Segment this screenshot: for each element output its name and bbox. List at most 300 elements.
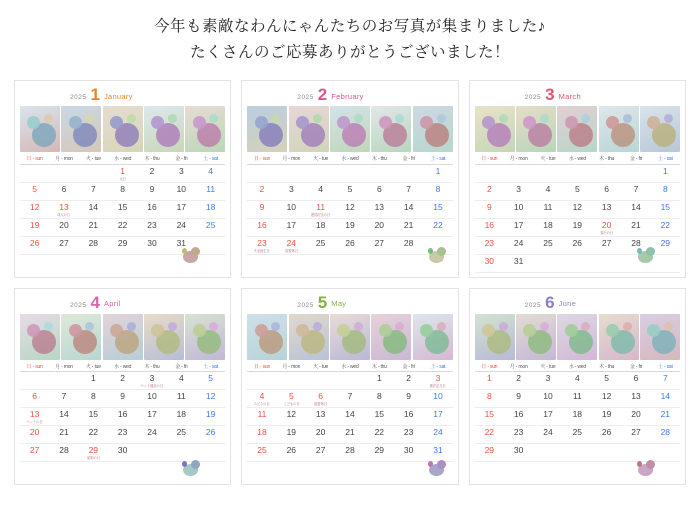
day-cell[interactable] bbox=[196, 183, 225, 201]
day-number: 10 bbox=[513, 201, 524, 212]
weekday-label: 火 - tue bbox=[313, 363, 329, 370]
day-cell-empty bbox=[533, 255, 562, 273]
day-cell[interactable] bbox=[394, 444, 423, 462]
day-cell[interactable] bbox=[651, 408, 680, 426]
day-cell[interactable] bbox=[335, 237, 364, 255]
day-cell[interactable] bbox=[196, 408, 225, 426]
day-cell[interactable] bbox=[79, 444, 108, 462]
headline-line-2: たくさんのご応募ありがとうございました！ bbox=[189, 44, 510, 61]
day-cell[interactable] bbox=[196, 426, 225, 444]
day-cell[interactable] bbox=[49, 219, 78, 237]
day-cell[interactable] bbox=[365, 372, 394, 390]
day-number: 2 bbox=[259, 183, 265, 194]
day-cell[interactable] bbox=[137, 372, 166, 390]
day-cell[interactable] bbox=[504, 372, 533, 390]
day-number: 7 bbox=[61, 391, 67, 401]
day-cell[interactable] bbox=[365, 219, 394, 237]
day-cell[interactable] bbox=[651, 390, 680, 408]
month-number: 1 bbox=[90, 85, 100, 104]
day-cell[interactable] bbox=[167, 165, 196, 183]
day-cell[interactable] bbox=[423, 201, 452, 219]
day-number: 5 bbox=[347, 183, 353, 194]
pet-photo bbox=[371, 314, 411, 360]
day-cell[interactable] bbox=[651, 201, 680, 219]
day-cell[interactable] bbox=[504, 444, 533, 462]
day-cell[interactable] bbox=[20, 183, 49, 201]
day-cell[interactable] bbox=[533, 372, 562, 390]
day-cell[interactable] bbox=[108, 426, 137, 444]
month-name: May bbox=[331, 299, 347, 308]
day-cell[interactable] bbox=[651, 183, 680, 201]
month-number: 4 bbox=[90, 292, 100, 312]
day-number: 6 bbox=[633, 373, 639, 383]
day-cell[interactable] bbox=[504, 426, 533, 444]
day-cell[interactable] bbox=[108, 165, 137, 183]
day-cell[interactable] bbox=[108, 444, 137, 462]
day-cell[interactable] bbox=[533, 219, 562, 237]
day-cell[interactable] bbox=[394, 390, 423, 408]
day-cell[interactable] bbox=[167, 201, 196, 219]
pet-photo bbox=[640, 314, 680, 360]
day-number: 1 bbox=[120, 165, 126, 176]
weekday-label: 木 - thu bbox=[371, 363, 387, 370]
weekday-header-row bbox=[20, 155, 225, 165]
day-number: 8 bbox=[662, 183, 668, 194]
day-cell[interactable] bbox=[563, 390, 592, 408]
pet-photo bbox=[371, 106, 411, 152]
photo-strip bbox=[475, 314, 680, 360]
pet-photo bbox=[185, 314, 225, 360]
day-cell[interactable] bbox=[79, 390, 108, 408]
day-number: 19 bbox=[345, 219, 355, 230]
day-cell[interactable] bbox=[79, 237, 108, 255]
day-cell[interactable] bbox=[563, 219, 592, 237]
day-number: 9 bbox=[486, 201, 492, 212]
weekday-label: 水 - wed bbox=[114, 363, 132, 370]
day-number: 4 bbox=[178, 373, 184, 383]
weekday-header-row bbox=[20, 363, 225, 373]
day-cell[interactable] bbox=[306, 201, 335, 219]
day-cell[interactable] bbox=[504, 201, 533, 219]
day-cell[interactable] bbox=[475, 219, 504, 237]
day-cell[interactable] bbox=[394, 426, 423, 444]
day-number: 8 bbox=[120, 183, 126, 194]
day-number: 22 bbox=[374, 427, 385, 437]
day-number: 18 bbox=[572, 409, 583, 419]
month-header bbox=[475, 86, 680, 106]
day-number: 9 bbox=[120, 391, 126, 401]
day-number: 11 bbox=[176, 391, 186, 401]
day-cell[interactable] bbox=[504, 255, 533, 273]
day-cell-empty bbox=[533, 444, 562, 462]
day-cell[interactable] bbox=[563, 237, 592, 255]
day-cell[interactable] bbox=[79, 201, 108, 219]
day-cell[interactable] bbox=[167, 408, 196, 426]
day-cell[interactable] bbox=[394, 183, 423, 201]
day-cell[interactable] bbox=[621, 183, 650, 201]
day-cell[interactable] bbox=[504, 183, 533, 201]
day-cell[interactable] bbox=[137, 408, 166, 426]
day-cell[interactable] bbox=[592, 183, 621, 201]
day-cell[interactable] bbox=[621, 426, 650, 444]
day-cell[interactable] bbox=[277, 408, 306, 426]
weekday-label: 土 - sat bbox=[430, 156, 446, 162]
day-cell[interactable] bbox=[196, 165, 225, 183]
day-cell[interactable] bbox=[394, 372, 423, 390]
day-cell[interactable] bbox=[49, 426, 78, 444]
day-number: 21 bbox=[631, 219, 641, 230]
day-cell[interactable] bbox=[167, 183, 196, 201]
day-cell[interactable] bbox=[563, 201, 592, 219]
day-number: 17 bbox=[286, 219, 297, 230]
month-card-may bbox=[241, 288, 458, 486]
day-cell[interactable] bbox=[247, 426, 276, 444]
day-number: 28 bbox=[59, 445, 69, 455]
day-cell[interactable] bbox=[108, 408, 137, 426]
day-number: 31 bbox=[513, 255, 524, 266]
day-number: 1 bbox=[90, 373, 96, 383]
day-cell[interactable] bbox=[504, 390, 533, 408]
day-cell[interactable] bbox=[277, 444, 306, 462]
day-cell[interactable] bbox=[475, 183, 504, 201]
pet-photo bbox=[475, 314, 515, 360]
day-cell[interactable] bbox=[475, 237, 504, 255]
day-cell[interactable] bbox=[365, 408, 394, 426]
day-event-label: 元日 bbox=[119, 176, 126, 181]
day-number: 17 bbox=[147, 409, 157, 419]
day-cell[interactable] bbox=[196, 219, 225, 237]
day-cell[interactable] bbox=[20, 201, 49, 219]
day-cell[interactable] bbox=[563, 426, 592, 444]
day-number: 9 bbox=[149, 183, 155, 194]
day-cell[interactable] bbox=[137, 201, 166, 219]
day-cell[interactable] bbox=[247, 237, 276, 255]
day-cell[interactable] bbox=[277, 426, 306, 444]
day-cell[interactable] bbox=[651, 426, 680, 444]
day-cell[interactable] bbox=[423, 372, 452, 390]
day-number: 15 bbox=[660, 201, 671, 212]
day-event-label: 振替休日 bbox=[314, 402, 328, 406]
day-cell[interactable] bbox=[137, 219, 166, 237]
day-cell[interactable] bbox=[423, 408, 452, 426]
day-number: 3 bbox=[288, 183, 294, 194]
day-number: 20 bbox=[374, 219, 385, 230]
day-number: 14 bbox=[88, 201, 99, 212]
weekday-label: 木 - thu bbox=[599, 363, 615, 370]
month-year: 2025 bbox=[524, 94, 542, 101]
day-number: 6 bbox=[604, 183, 610, 194]
day-cell[interactable] bbox=[475, 426, 504, 444]
day-number: 8 bbox=[90, 391, 96, 401]
pet-photo bbox=[330, 106, 370, 152]
day-cell-empty bbox=[563, 165, 592, 183]
weekday-header-row bbox=[475, 363, 680, 373]
day-cell[interactable] bbox=[277, 201, 306, 219]
pet-photo bbox=[103, 106, 143, 152]
day-cell[interactable] bbox=[335, 201, 364, 219]
day-cell[interactable] bbox=[247, 390, 276, 408]
day-cell[interactable] bbox=[533, 201, 562, 219]
day-cell[interactable] bbox=[277, 219, 306, 237]
day-cell[interactable] bbox=[365, 183, 394, 201]
day-cell[interactable] bbox=[563, 183, 592, 201]
day-number: 2 bbox=[149, 165, 155, 176]
day-number: 16 bbox=[484, 219, 495, 230]
day-cell[interactable] bbox=[79, 219, 108, 237]
day-number: 3 bbox=[435, 373, 441, 383]
day-cell[interactable] bbox=[592, 426, 621, 444]
day-cell[interactable] bbox=[423, 390, 452, 408]
day-event-label: 憲法記念日 bbox=[429, 384, 447, 388]
day-cell[interactable] bbox=[504, 219, 533, 237]
day-cell[interactable] bbox=[108, 183, 137, 201]
day-event-label: 振替休日 bbox=[284, 248, 298, 253]
day-cell[interactable] bbox=[108, 219, 137, 237]
day-cell[interactable] bbox=[20, 237, 49, 255]
day-cell[interactable] bbox=[306, 444, 335, 462]
day-grid bbox=[20, 372, 225, 462]
day-number: 7 bbox=[633, 183, 639, 194]
day-cell-empty bbox=[49, 372, 78, 390]
pet-photo bbox=[289, 106, 329, 152]
day-number: 17 bbox=[513, 219, 524, 230]
day-number: 1 bbox=[662, 165, 668, 176]
day-cell[interactable] bbox=[137, 237, 166, 255]
day-number: 16 bbox=[513, 409, 524, 419]
day-cell[interactable] bbox=[79, 372, 108, 390]
day-cell[interactable] bbox=[475, 372, 504, 390]
day-number: 9 bbox=[406, 391, 412, 401]
day-number: 18 bbox=[257, 427, 267, 437]
day-cell[interactable] bbox=[49, 201, 78, 219]
day-cell[interactable] bbox=[651, 219, 680, 237]
day-cell[interactable] bbox=[592, 372, 621, 390]
day-cell[interactable] bbox=[533, 408, 562, 426]
day-cell[interactable] bbox=[533, 426, 562, 444]
day-cell[interactable] bbox=[475, 444, 504, 462]
day-cell[interactable] bbox=[306, 219, 335, 237]
month-number: 5 bbox=[317, 292, 328, 312]
day-number: 3 bbox=[545, 373, 551, 383]
day-cell[interactable] bbox=[394, 408, 423, 426]
day-cell[interactable] bbox=[167, 219, 196, 237]
day-cell[interactable] bbox=[651, 165, 680, 183]
day-cell[interactable] bbox=[394, 237, 423, 255]
day-number: 1 bbox=[376, 373, 382, 383]
day-cell[interactable] bbox=[247, 219, 276, 237]
day-cell[interactable] bbox=[533, 390, 562, 408]
day-number: 20 bbox=[59, 219, 69, 230]
day-cell[interactable] bbox=[365, 201, 394, 219]
day-number: 2 bbox=[486, 183, 492, 194]
day-cell[interactable] bbox=[621, 390, 650, 408]
day-cell[interactable] bbox=[592, 219, 621, 237]
day-number: 26 bbox=[286, 445, 297, 455]
day-cell[interactable] bbox=[423, 165, 452, 183]
day-cell[interactable] bbox=[306, 426, 335, 444]
pet-photo bbox=[61, 314, 101, 360]
day-cell[interactable] bbox=[247, 408, 276, 426]
day-cell[interactable] bbox=[563, 372, 592, 390]
day-cell[interactable] bbox=[533, 183, 562, 201]
day-cell[interactable] bbox=[20, 219, 49, 237]
day-number: 3 bbox=[149, 373, 155, 383]
day-cell[interactable] bbox=[49, 183, 78, 201]
weekday-label: 月 - mon bbox=[509, 156, 528, 162]
month-number: 2 bbox=[317, 85, 328, 104]
day-cell[interactable] bbox=[79, 183, 108, 201]
day-cell[interactable] bbox=[335, 408, 364, 426]
day-number: 30 bbox=[513, 445, 524, 455]
day-cell[interactable] bbox=[563, 408, 592, 426]
day-number: 5 bbox=[574, 183, 580, 194]
day-cell[interactable] bbox=[306, 183, 335, 201]
day-cell[interactable] bbox=[108, 372, 137, 390]
day-cell[interactable] bbox=[504, 408, 533, 426]
weekday-label: 日 - sun bbox=[253, 363, 271, 370]
day-number: 23 bbox=[117, 427, 128, 437]
day-cell[interactable] bbox=[365, 444, 394, 462]
day-cell[interactable] bbox=[335, 390, 364, 408]
day-cell[interactable] bbox=[20, 408, 49, 426]
day-cell[interactable] bbox=[20, 444, 49, 462]
weekday-label: 土 - sat bbox=[203, 363, 219, 370]
pet-cutout-illustration bbox=[178, 458, 204, 478]
day-cell[interactable] bbox=[592, 390, 621, 408]
day-cell[interactable] bbox=[277, 237, 306, 255]
day-cell[interactable] bbox=[335, 444, 364, 462]
day-number: 26 bbox=[205, 427, 216, 437]
day-number: 1 bbox=[435, 165, 441, 176]
day-cell[interactable] bbox=[504, 237, 533, 255]
day-cell[interactable] bbox=[475, 408, 504, 426]
day-cell[interactable] bbox=[167, 372, 196, 390]
day-cell[interactable] bbox=[277, 390, 306, 408]
day-number: 2 bbox=[516, 373, 522, 383]
pet-photo bbox=[557, 314, 597, 360]
day-cell[interactable] bbox=[365, 237, 394, 255]
day-cell[interactable] bbox=[20, 390, 49, 408]
pet-cutout-illustration bbox=[424, 458, 450, 478]
weekday-label: 土 - sat bbox=[657, 363, 673, 370]
pet-photo bbox=[330, 314, 370, 360]
day-cell[interactable] bbox=[592, 237, 621, 255]
day-cell[interactable] bbox=[365, 390, 394, 408]
day-cell[interactable] bbox=[49, 390, 78, 408]
day-cell[interactable] bbox=[79, 408, 108, 426]
day-cell[interactable] bbox=[306, 390, 335, 408]
pet-photo bbox=[20, 106, 60, 152]
day-cell[interactable] bbox=[592, 201, 621, 219]
weekday-label: 金 - fri bbox=[175, 156, 188, 162]
day-cell[interactable] bbox=[196, 201, 225, 219]
day-cell[interactable] bbox=[108, 390, 137, 408]
day-cell[interactable] bbox=[621, 372, 650, 390]
day-cell[interactable] bbox=[335, 183, 364, 201]
day-cell[interactable] bbox=[167, 390, 196, 408]
pet-photo bbox=[557, 106, 597, 152]
day-cell[interactable] bbox=[335, 426, 364, 444]
day-number: 26 bbox=[572, 237, 583, 248]
day-cell[interactable] bbox=[475, 390, 504, 408]
day-cell[interactable] bbox=[621, 219, 650, 237]
day-cell[interactable] bbox=[167, 426, 196, 444]
day-number: 27 bbox=[59, 237, 69, 248]
day-number: 21 bbox=[88, 219, 99, 230]
day-cell[interactable] bbox=[423, 426, 452, 444]
day-cell[interactable] bbox=[306, 237, 335, 255]
day-cell[interactable] bbox=[621, 408, 650, 426]
day-number: 29 bbox=[374, 445, 385, 455]
day-number: 21 bbox=[660, 409, 671, 419]
day-cell[interactable] bbox=[196, 372, 225, 390]
day-cell[interactable] bbox=[475, 201, 504, 219]
day-cell[interactable] bbox=[137, 390, 166, 408]
day-number: 6 bbox=[32, 391, 38, 401]
day-cell[interactable] bbox=[475, 255, 504, 273]
day-cell[interactable] bbox=[651, 372, 680, 390]
day-number: 6 bbox=[376, 183, 382, 194]
day-number: 26 bbox=[345, 237, 355, 248]
day-cell[interactable] bbox=[621, 201, 650, 219]
day-cell[interactable] bbox=[137, 426, 166, 444]
weekday-label: 木 - thu bbox=[144, 363, 160, 370]
day-cell[interactable] bbox=[423, 219, 452, 237]
day-cell[interactable] bbox=[49, 444, 78, 462]
weekday-label: 土 - sat bbox=[203, 156, 219, 162]
day-number: 13 bbox=[631, 391, 641, 401]
weekday-label: 金 - fri bbox=[175, 363, 188, 370]
day-cell[interactable] bbox=[49, 408, 78, 426]
day-number: 10 bbox=[147, 391, 157, 401]
day-cell[interactable] bbox=[335, 219, 364, 237]
day-cell[interactable] bbox=[277, 183, 306, 201]
headline-line-1: 今年も素敵なわんにゃんたちのお写真が集まりました♪ bbox=[154, 18, 546, 35]
day-number: 28 bbox=[660, 427, 671, 437]
day-cell[interactable] bbox=[108, 201, 137, 219]
day-cell[interactable] bbox=[592, 408, 621, 426]
day-cell[interactable] bbox=[423, 183, 452, 201]
day-cell[interactable] bbox=[394, 201, 423, 219]
day-number: 5 bbox=[208, 373, 214, 383]
day-cell[interactable] bbox=[247, 444, 276, 462]
day-cell[interactable] bbox=[306, 408, 335, 426]
day-cell[interactable] bbox=[137, 165, 166, 183]
day-cell[interactable] bbox=[79, 426, 108, 444]
day-cell[interactable] bbox=[108, 237, 137, 255]
day-cell[interactable] bbox=[49, 237, 78, 255]
day-cell[interactable] bbox=[20, 426, 49, 444]
day-cell[interactable] bbox=[137, 183, 166, 201]
day-cell[interactable] bbox=[247, 183, 276, 201]
day-event-label: ペットの日 bbox=[26, 420, 43, 424]
day-number: 16 bbox=[147, 201, 157, 212]
day-number: 15 bbox=[88, 409, 99, 419]
day-cell-empty bbox=[20, 372, 49, 390]
day-number: 23 bbox=[147, 219, 157, 230]
weekday-label: 月 - mon bbox=[282, 363, 301, 370]
day-cell[interactable] bbox=[365, 426, 394, 444]
day-cell-empty bbox=[20, 165, 49, 183]
day-cell[interactable] bbox=[394, 219, 423, 237]
day-cell-empty bbox=[335, 165, 364, 183]
day-cell[interactable] bbox=[196, 390, 225, 408]
day-cell[interactable] bbox=[247, 201, 276, 219]
day-cell-empty bbox=[394, 165, 423, 183]
day-number: 20 bbox=[601, 219, 612, 230]
day-cell[interactable] bbox=[533, 237, 562, 255]
month-header bbox=[247, 294, 452, 314]
